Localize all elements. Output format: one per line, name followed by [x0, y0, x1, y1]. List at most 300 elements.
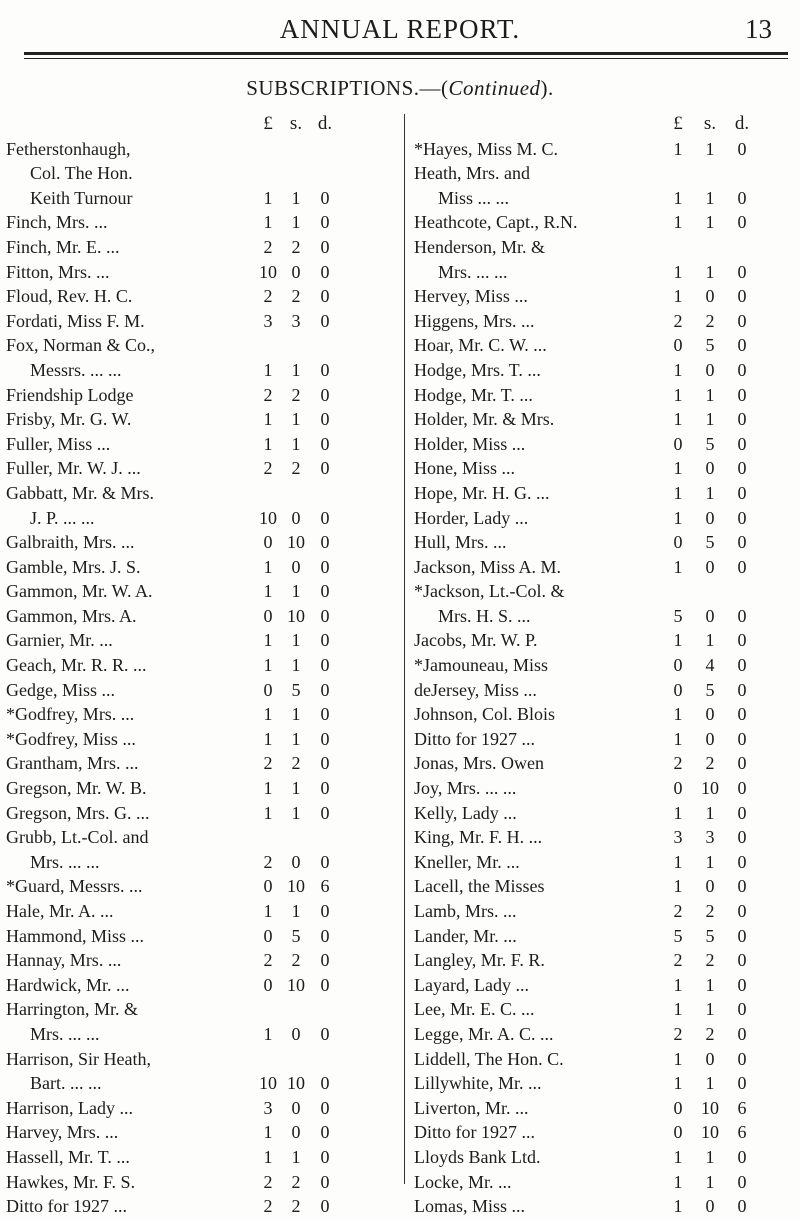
amount-pounds: 1: [263, 1023, 273, 1044]
section-title: [0, 76, 800, 101]
amount-shillings: 2: [291, 236, 301, 257]
subscription-row: [414, 210, 794, 235]
amount-shillings: 0: [705, 556, 715, 577]
header-rule-thick: [24, 52, 788, 55]
subscriber-name: Hodge, Mr. T. ...: [414, 384, 533, 405]
amount-shillings: 2: [705, 950, 715, 971]
amount-pounds: 1: [263, 556, 273, 577]
subscription-row: [414, 407, 794, 432]
amount-pounds: 10: [259, 1073, 277, 1094]
section-title-continued: Continued: [448, 76, 541, 100]
subscriber-name: Lillywhite, Mr. ...: [414, 1073, 542, 1094]
amount-shillings: 10: [287, 1073, 305, 1094]
amount-pence: 0: [320, 1073, 330, 1094]
subscription-row: [414, 260, 794, 285]
subscriber-name: Floud, Rev. H. C.: [6, 286, 133, 307]
amount-pounds: 0: [263, 605, 273, 626]
subscription-row: [414, 1071, 794, 1096]
subscriber-name: Fuller, Miss ...: [6, 433, 111, 454]
subscriber-name: Hodge, Mrs. T. ...: [414, 359, 541, 380]
amount-shillings: 1: [291, 212, 301, 233]
amount-pounds: 1: [263, 359, 273, 380]
subscription-row: [414, 358, 794, 383]
subscriber-name: Hone, Miss ...: [414, 458, 516, 479]
subscription-row: [6, 1145, 386, 1170]
amount-pounds: 1: [673, 728, 683, 749]
amount-shillings: 3: [291, 310, 301, 331]
amount-pence: 0: [320, 753, 330, 774]
amount-shillings: 1: [291, 581, 301, 602]
amount-pence: 0: [320, 384, 330, 405]
subscriber-name: Fox, Norman & Co.,: [6, 335, 156, 356]
subscription-row: [6, 210, 386, 235]
subscriber-name: Ditto for 1927 ...: [414, 1122, 535, 1143]
subscription-row: [6, 481, 386, 506]
subscription-row: [414, 1096, 794, 1121]
amount-pence: 0: [320, 433, 330, 454]
subscription-row: [6, 751, 386, 776]
subscription-row: [6, 309, 386, 334]
subscription-row: [6, 1022, 386, 1047]
amount-pounds: 0: [263, 679, 273, 700]
section-title-text: SUBSCRIPTIONS.—(: [246, 76, 449, 100]
amount-shillings: 1: [291, 655, 301, 676]
amount-shillings: 2: [705, 901, 715, 921]
amount-shillings: 1: [291, 359, 301, 380]
amount-pence: 0: [320, 728, 330, 749]
subscription-row: [414, 899, 794, 924]
subscriber-name: Layard, Lady ...: [414, 974, 529, 995]
amount-shillings: 10: [701, 778, 719, 799]
left-subscription-list: [6, 137, 386, 1219]
amount-shillings: 1: [705, 1073, 715, 1094]
subscription-row: [6, 530, 386, 555]
amount-pounds: 0: [673, 532, 683, 553]
amount-shillings: 5: [705, 925, 715, 946]
subscriber-name: Kelly, Lady ...: [414, 802, 517, 823]
amount-shillings: 0: [705, 1196, 715, 1217]
amount-pounds: 0: [263, 532, 273, 553]
amount-shillings: 0: [291, 1122, 301, 1143]
subscriber-name: Geach, Mr. R. R. ...: [6, 655, 147, 676]
subscription-row: [414, 309, 794, 334]
subscription-row: [414, 137, 794, 162]
amount-shillings: 0: [291, 1097, 301, 1118]
amount-shillings: 2: [291, 384, 301, 405]
amount-pounds: 1: [673, 704, 683, 725]
amount-pounds: 3: [673, 827, 683, 848]
amount-shillings: 10: [701, 1122, 719, 1143]
amount-shillings: 1: [291, 187, 301, 208]
subscription-row: [6, 137, 386, 162]
amount-pounds: 2: [263, 851, 273, 872]
subscriber-name: Gregson, Mr. W. B.: [6, 778, 147, 799]
amount-pence: 0: [737, 409, 747, 430]
amount-shillings: 0: [291, 851, 301, 872]
amount-pence: 0: [320, 1023, 330, 1044]
amount-pence: 0: [737, 1196, 747, 1217]
subscription-row: [414, 1047, 794, 1072]
pence-header: d.: [317, 113, 333, 134]
subscriber-name: Fuller, Mr. W. J. ...: [6, 458, 141, 479]
amount-pounds: 0: [673, 655, 683, 676]
amount-pounds: 1: [263, 212, 273, 233]
subscriber-name: Lamb, Mrs. ...: [414, 901, 517, 921]
amount-pence: 6: [737, 1122, 747, 1143]
amount-pounds: 1: [263, 1146, 273, 1167]
amount-pence: 0: [320, 925, 330, 946]
subscription-row: [6, 899, 386, 924]
left-column: [6, 112, 386, 1219]
amount-pounds: 0: [673, 1097, 683, 1118]
right-column: [414, 112, 794, 1219]
amount-shillings: 10: [701, 1097, 719, 1118]
amount-pounds: 0: [673, 679, 683, 700]
amount-pounds: 2: [263, 1171, 273, 1192]
subscriber-name: Harvey, Mrs. ...: [6, 1122, 119, 1143]
subscriber-name: Hale, Mr. A. ...: [6, 901, 114, 921]
amount-pence: 0: [320, 532, 330, 553]
amount-pence: 0: [320, 974, 330, 995]
amount-pounds: 2: [263, 236, 273, 257]
amount-pence: 0: [320, 630, 330, 651]
amount-pounds: 10: [259, 507, 277, 528]
currency-header-row: [6, 112, 386, 137]
amount-pounds: 2: [263, 753, 273, 774]
subscriber-name: Lee, Mr. E. C. ...: [414, 999, 535, 1020]
shillings-header: s.: [289, 113, 303, 134]
subscription-row: [414, 628, 794, 653]
amount-pence: 0: [320, 236, 330, 257]
amount-shillings: 1: [291, 728, 301, 749]
subscription-row: [6, 555, 386, 580]
subscriber-name: deJersey, Miss ...: [414, 679, 537, 700]
amount-pounds: 1: [673, 482, 683, 503]
amount-pounds: 1: [673, 286, 683, 307]
amount-pence: 0: [737, 974, 747, 995]
amount-pence: 0: [320, 851, 330, 872]
subscriber-name: Hannay, Mrs. ...: [6, 950, 122, 971]
amount-pounds: 10: [259, 261, 277, 282]
amount-pounds: 1: [263, 901, 273, 921]
amount-shillings: 2: [705, 1023, 715, 1044]
subscriber-name: *Jamouneau, Miss: [414, 655, 548, 676]
amount-pence: 0: [320, 950, 330, 971]
subscription-row: [414, 186, 794, 211]
amount-pounds: 1: [673, 876, 683, 897]
amount-shillings: 1: [705, 1171, 715, 1192]
subscriber-name: Hull, Mrs. ...: [414, 532, 507, 553]
amount-pence: 0: [320, 1146, 330, 1167]
amount-pence: 0: [320, 581, 330, 602]
amount-shillings: 3: [705, 827, 715, 848]
subscription-row: [414, 333, 794, 358]
amount-shillings: 1: [705, 138, 715, 159]
subscriber-name: Harrison, Lady ...: [6, 1097, 133, 1118]
amount-shillings: 2: [705, 310, 715, 331]
amount-pounds: 1: [263, 581, 273, 602]
amount-pounds: 3: [263, 310, 273, 331]
section-title-close: ).: [540, 76, 554, 100]
amount-pence: 0: [320, 212, 330, 233]
amount-pounds: 1: [673, 556, 683, 577]
amount-pounds: 1: [263, 704, 273, 725]
subscriber-name: Heathcote, Capt., R.N.: [414, 212, 578, 233]
amount-shillings: 0: [705, 728, 715, 749]
subscription-row: [414, 801, 794, 826]
amount-pence: 0: [737, 1073, 747, 1094]
subscription-row: [414, 751, 794, 776]
subscriber-name: Friendship Lodge: [6, 384, 134, 405]
amount-shillings: 2: [291, 950, 301, 971]
amount-pence: 0: [737, 827, 747, 848]
amount-pounds: 1: [263, 433, 273, 454]
subscriber-name: Kneller, Mr. ...: [414, 851, 520, 872]
header-rule-thin: [24, 58, 788, 59]
pounds-header: £: [263, 113, 273, 134]
subscriber-name: Jackson, Miss A. M.: [414, 556, 562, 577]
subscriber-name: Harrison, Sir Heath,: [6, 1048, 151, 1069]
subscriber-name: Higgens, Mrs. ...: [414, 310, 535, 331]
subscription-row: [6, 801, 386, 826]
subscription-row: [414, 604, 794, 629]
subscriber-name: Messrs. ... ...: [30, 359, 122, 380]
amount-pence: 0: [737, 507, 747, 528]
amount-shillings: 1: [291, 704, 301, 725]
amount-pence: 0: [737, 187, 747, 208]
amount-pence: 0: [737, 458, 747, 479]
subscription-row: [6, 1071, 386, 1096]
subscription-row: [414, 1145, 794, 1170]
subscription-row: [414, 776, 794, 801]
subscription-row: [414, 235, 794, 260]
subscription-row: [6, 628, 386, 653]
amount-shillings: 10: [287, 605, 305, 626]
subscription-row: [6, 1120, 386, 1145]
amount-pence: 0: [737, 802, 747, 823]
amount-pounds: 1: [263, 778, 273, 799]
subscription-row: [414, 481, 794, 506]
amount-shillings: 1: [291, 409, 301, 430]
subscription-row: [6, 506, 386, 531]
subscriber-name: Gabbatt, Mr. & Mrs.: [6, 482, 154, 503]
amount-pence: 0: [737, 286, 747, 307]
amount-pence: 0: [737, 901, 747, 921]
amount-pence: 0: [320, 359, 330, 380]
amount-pounds: 1: [673, 1196, 683, 1217]
amount-pence: 0: [737, 1146, 747, 1167]
amount-shillings: 1: [291, 630, 301, 651]
subscription-row: [6, 776, 386, 801]
subscription-row: [6, 260, 386, 285]
amount-pounds: 1: [673, 507, 683, 528]
amount-shillings: 1: [705, 630, 715, 651]
currency-header-row: [414, 112, 794, 137]
amount-shillings: 2: [291, 286, 301, 307]
running-title: ANNUAL REPORT.: [279, 14, 521, 44]
amount-shillings: 0: [291, 1023, 301, 1044]
amount-shillings: 1: [705, 384, 715, 405]
amount-pounds: 2: [263, 286, 273, 307]
subscriber-name: Hardwick, Mr. ...: [6, 974, 130, 995]
subscriber-name: Mrs. ... ...: [30, 1023, 100, 1044]
amount-pounds: 1: [263, 409, 273, 430]
subscription-row: [6, 678, 386, 703]
subscription-row: [6, 284, 386, 309]
subscriber-name: Frisby, Mr. G. W.: [6, 409, 132, 430]
subscription-row: [6, 1194, 386, 1219]
amount-pounds: 2: [673, 950, 683, 971]
amount-shillings: 0: [705, 704, 715, 725]
subscription-row: [6, 235, 386, 260]
amount-pounds: 1: [673, 974, 683, 995]
amount-pounds: 0: [673, 1122, 683, 1143]
amount-shillings: 1: [705, 999, 715, 1020]
amount-pence: 0: [737, 433, 747, 454]
amount-pounds: 1: [673, 458, 683, 479]
amount-shillings: 5: [705, 679, 715, 700]
amount-pounds: 2: [673, 1023, 683, 1044]
subscription-row: [414, 973, 794, 998]
subscriber-name: Langley, Mr. F. R.: [414, 950, 545, 971]
amount-pence: 0: [320, 286, 330, 307]
amount-shillings: 0: [291, 507, 301, 528]
amount-pence: 0: [320, 310, 330, 331]
amount-pence: 0: [320, 1122, 330, 1143]
amount-shillings: 0: [705, 876, 715, 897]
amount-pence: 0: [737, 999, 747, 1020]
amount-shillings: 1: [705, 261, 715, 282]
subscriber-name: Hassell, Mr. T. ...: [6, 1146, 130, 1167]
amount-pence: 0: [737, 655, 747, 676]
amount-shillings: 0: [291, 261, 301, 282]
amount-pounds: 2: [263, 384, 273, 405]
amount-pounds: 3: [263, 1097, 273, 1118]
amount-shillings: 1: [705, 851, 715, 872]
pounds-header: £: [673, 113, 683, 134]
amount-pence: 0: [320, 1171, 330, 1192]
amount-pence: 0: [320, 704, 330, 725]
subscription-row: [414, 924, 794, 949]
amount-pounds: 1: [263, 728, 273, 749]
amount-shillings: 0: [705, 605, 715, 626]
amount-pounds: 1: [673, 261, 683, 282]
subscriber-name: Gammon, Mr. W. A.: [6, 581, 153, 602]
amount-pence: 0: [737, 753, 747, 774]
subscriber-name: Horder, Lady ...: [414, 507, 529, 528]
amount-pence: 0: [737, 728, 747, 749]
amount-pence: 0: [737, 556, 747, 577]
amount-pence: 0: [737, 1171, 747, 1192]
amount-pence: 0: [737, 212, 747, 233]
subscription-row: [6, 727, 386, 752]
subscriber-name: Gamble, Mrs. J. S.: [6, 556, 141, 577]
amount-pounds: 1: [673, 1171, 683, 1192]
amount-pence: 6: [320, 876, 330, 897]
amount-shillings: 10: [287, 974, 305, 995]
amount-pence: 0: [737, 950, 747, 971]
subscription-row: [414, 579, 794, 604]
subscription-row: [414, 161, 794, 186]
amount-pence: 0: [320, 556, 330, 577]
subscriber-name: Finch, Mrs. ...: [6, 212, 108, 233]
amount-pence: 0: [737, 138, 747, 159]
amount-pence: 0: [737, 876, 747, 897]
amount-shillings: 0: [705, 507, 715, 528]
amount-pounds: 1: [263, 1122, 273, 1143]
subscriber-name: Legge, Mr. A. C. ...: [414, 1023, 554, 1044]
subscriber-name: Gedge, Miss ...: [6, 679, 115, 700]
subscriber-name: Grantham, Mrs. ...: [6, 753, 139, 774]
subscription-row: [6, 579, 386, 604]
amount-shillings: 0: [705, 458, 715, 479]
amount-pence: 0: [737, 261, 747, 282]
subscriber-name: Grubb, Lt.-Col. and: [6, 827, 149, 848]
amount-pence: 0: [320, 1097, 330, 1118]
subscriber-name: *Godfrey, Mrs. ...: [6, 704, 135, 725]
amount-pounds: 1: [673, 802, 683, 823]
amount-shillings: 2: [705, 753, 715, 774]
amount-pence: 0: [737, 482, 747, 503]
subscriber-name: Fordati, Miss F. M.: [6, 310, 145, 331]
subscriber-name: Gammon, Mrs. A.: [6, 605, 137, 626]
amount-pounds: 1: [673, 138, 683, 159]
subscription-row: [414, 530, 794, 555]
subscriber-name: Fitton, Mrs. ...: [6, 261, 110, 282]
subscription-row: [6, 432, 386, 457]
subscriber-name: Harrington, Mr. &: [6, 999, 138, 1020]
subscriber-name: Jacobs, Mr. W. P.: [414, 630, 538, 651]
subscription-row: [6, 702, 386, 727]
page-number: 13: [745, 14, 772, 44]
amount-shillings: 1: [291, 433, 301, 454]
column-divider: [404, 114, 405, 1184]
amount-pounds: 5: [673, 925, 683, 946]
amount-pounds: 5: [673, 605, 683, 626]
amount-pounds: 2: [673, 753, 683, 774]
amount-shillings: 2: [291, 1171, 301, 1192]
amount-pounds: 0: [673, 335, 683, 356]
amount-pounds: 1: [263, 630, 273, 651]
subscriber-name: Liddell, The Hon. C.: [414, 1048, 564, 1069]
amount-pounds: 1: [673, 359, 683, 380]
subscription-row: [6, 333, 386, 358]
amount-pence: 0: [320, 507, 330, 528]
subscription-row: [6, 825, 386, 850]
amount-pence: 0: [737, 335, 747, 356]
subscription-row: [414, 1194, 794, 1219]
subscription-row: [414, 825, 794, 850]
subscription-row: [414, 678, 794, 703]
subscriber-name: Lander, Mr. ...: [414, 925, 517, 946]
subscription-row: [6, 161, 386, 186]
subscription-row: [414, 1022, 794, 1047]
amount-pounds: 1: [673, 851, 683, 872]
amount-shillings: 5: [291, 925, 301, 946]
subscriber-name: Liverton, Mr. ...: [414, 1097, 529, 1118]
amount-pounds: 1: [673, 212, 683, 233]
subscription-row: [6, 653, 386, 678]
subscription-row: [6, 997, 386, 1022]
subscriber-name: Ditto for 1927 ...: [6, 1196, 127, 1217]
subscriber-name: Bart. ... ...: [30, 1073, 102, 1094]
subscription-row: [6, 1170, 386, 1195]
subscription-row: [6, 186, 386, 211]
amount-shillings: 1: [705, 974, 715, 995]
amount-pence: 0: [320, 458, 330, 479]
amount-pounds: 1: [673, 630, 683, 651]
amount-shillings: 1: [291, 901, 301, 921]
